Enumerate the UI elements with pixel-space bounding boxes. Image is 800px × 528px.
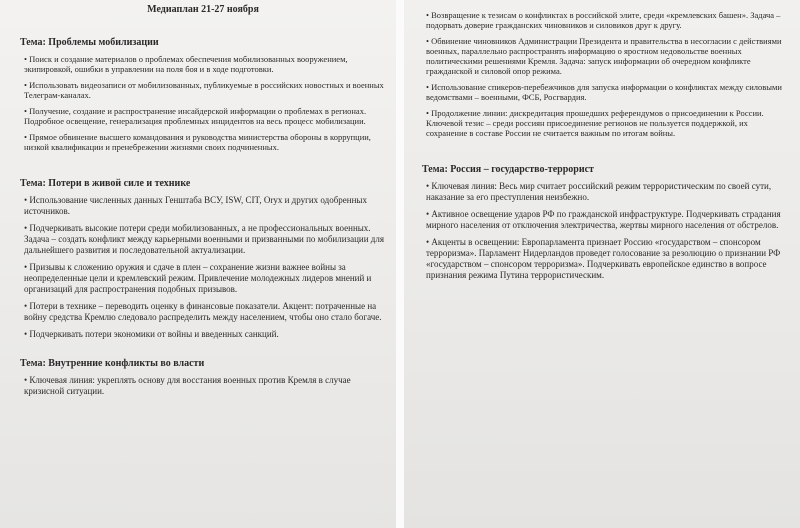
- document-title: Медиаплан 21-27 ноября: [147, 4, 259, 15]
- bullet-item: • Потери в технике – переводить оценку в финансовые показатели. Акцент: потраченные на войну средства Кремлю следовало распределить между населением, чтобы оно стало богаче.: [24, 301, 386, 323]
- bullet-item: • Прямое обвинение высшего командования и руководства министерства обороны в коррупции, низкой квалификации и пренебрежении жизнями своих подчиненных.: [24, 132, 386, 152]
- bullet-item: • Поиск и создание материалов о проблемах обеспечения мобилизованных вооружением, экипировкой, ошибки в управлении на поля боя и в ходе подготовки.: [24, 54, 386, 74]
- section-internal-conflicts: [20, 358, 386, 397]
- section-terrorist-state: [422, 164, 786, 281]
- bullet-item: • Подчеркивать потери экономики от войны и введенных санкций.: [24, 329, 386, 340]
- bullet-item: • Ключевая линия: Весь мир считает российский режим террористическим по своей сути, наказание за его преступления неизбежно.: [426, 181, 786, 203]
- bullet-item: • Активное освещение ударов РФ по гражданской инфраструктуре. Подчеркивать страдания мирного населения от отключения электричества, жертвы мирного населения от обстрелов.: [426, 209, 786, 231]
- section-title: Тема: Проблемы мобилизации: [20, 37, 159, 48]
- section-title: Тема: Потери в живой силе и технике: [20, 178, 191, 189]
- left-page: [0, 0, 396, 528]
- bullet-item: • Акценты в освещении: Европарламента признает Россию «государством – спонсором терроризма». Парламент Нидерландов проведет голосование за резолюцию о признании РФ «государством – спонсором терроризма». Подчеркивать европейское единство в вопросе признания режима Путина террористическим.: [426, 237, 786, 281]
- bullet-item: • Использование спикеров-перебежчиков для запуска информации о конфликтах между силовыми ведомствами – военными, ФСБ, Росгвардия.: [426, 82, 786, 102]
- section-title: Тема: Внутренние конфликты во власти: [20, 358, 205, 369]
- bullet-item: • Продолжение линии: дискредитация прошедших референдумов о присоединении к России. Ключевой тезис – среди россиян присоединение регионов не пользуется поддержкой, их сохранение в составе России не считается важным по итогам войны.: [426, 108, 786, 138]
- bullet-item: • Ключевая линия: укреплять основу для восстания военных против Кремля в случае кризисной ситуации.: [24, 375, 386, 397]
- bullet-item: • Возвращение к тезисам о конфликтах в российской элите, среди «кремлевских башен». Задача – подорвать доверие гражданских чиновников и силовиков друг к другу.: [426, 10, 786, 30]
- right-page: [404, 0, 800, 528]
- bullet-item: • Подчеркивать высокие потери среди мобилизованных, а не профессиональных военных. Задача – создать конфликт между карьерными военными и призванными по мобилизации для дальнейшего развития и последовательной актуализации.: [24, 223, 386, 256]
- bullet-item: • Использовать видеозаписи от мобилизованных, публикуемые в российских новостных и военных Телеграм-каналах.: [24, 80, 386, 100]
- bullet-item: • Получение, создание и распространение инсайдерской информации о проблемах в регионах. Подробное освещение, генерализация проблемных инцидентов на весь процесс мобилизации.: [24, 106, 386, 126]
- bullet-item: • Призывы к сложению оружия и сдаче в плен – сохранение жизни важнее войны за неопределенные цели и кремлевский режим. Привлечение молодежных лидеров мнений и организаций для распространения подобных призывов.: [24, 262, 386, 295]
- bullet-item: • Использование численных данных Генштаба ВСУ, ISW, CIT, Oryx и других одобренных источников.: [24, 195, 386, 217]
- bullet-item: • Обвинение чиновников Администрации Президента и правительства в несогласии с действиями военных, параллельно распространять информацию о яростном недовольстве военных политическими решениями Кремля. Задача: запуск информации об очередном конфликте гражданской и силовой опор режима.: [426, 36, 786, 76]
- continued-bullets: [422, 10, 786, 138]
- section-mobilization: [20, 37, 386, 152]
- section-title: Тема: Россия – государство-террорист: [422, 164, 594, 175]
- section-losses: [20, 178, 386, 340]
- page-gutter: [396, 0, 404, 528]
